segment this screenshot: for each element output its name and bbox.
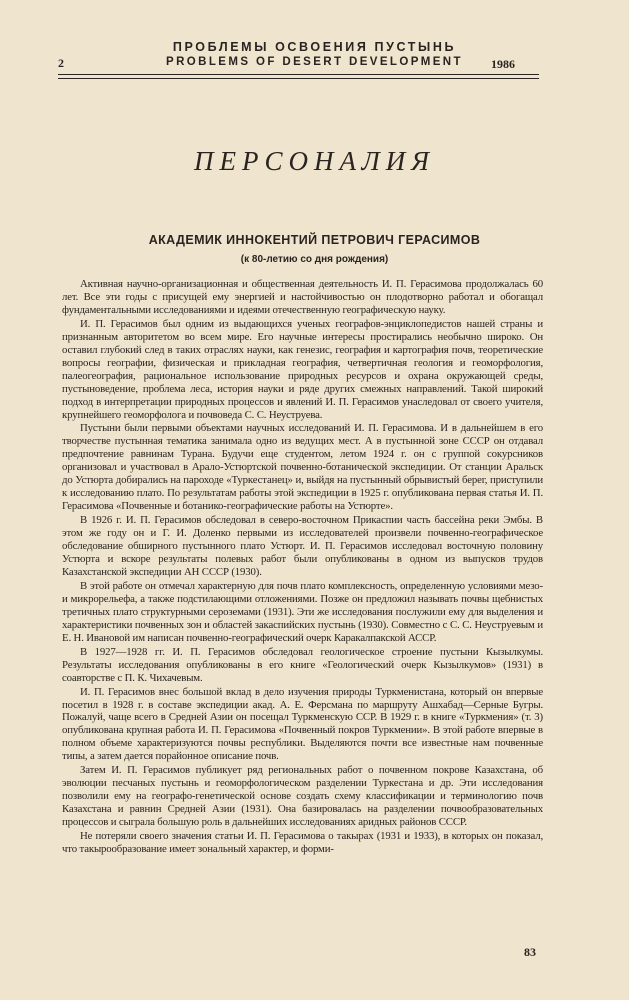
article-title: АКАДЕМИК ИННОКЕНТИЙ ПЕТРОВИЧ ГЕРАСИМОВ (148, 233, 481, 247)
header-rule-thin (58, 78, 539, 79)
issue-year: 1986 (491, 57, 515, 71)
journal-title-ru: ПРОБЛЕМЫ ОСВОЕНИЯ ПУСТЫНЬ (172, 40, 457, 54)
paragraph: В 1926 г. И. П. Герасимов обследовал в северо-восточном Прикаспии часть бассейна реки Эмбы. В этом же году он и Г. И. Доленко первыми из исследователей произвели почвенно-географическое обследование обширного пустынного плато Устюрт. И. П. Герасимов исследовал восточную половину Устюрта и вскоре результаты полевых работ были опубликованы в одном из выпусков трудов Казахстанской экспедиции АН СССР (1930). (62, 514, 543, 578)
paragraph: И. П. Герасимов был одним из выдающихся ученых географов-энциклопедистов нашей страны и признанным авторитетом во всем мире. Его научные интересы простирались необычно широко. Он оставил глубокий след в таких отраслях науки, как генезис, география и картография почв, теоретические вопросы географии, физическая и прикладная география, четвертичная геология и геоморфология, палеогеография, рациональное использование природных ресурсов и охрана окружающей среды, пустыноведение, проблема леса, история науки и ряде других смежных направлений. Такой широкий подход в интерпретации природных процессов и явлений И. П. Герасимов унаследовал от своего учителя, крупнейшего геоморфолога и почвоведа С. С. Неуструева. (62, 317, 543, 421)
page-number: 83 (524, 945, 536, 959)
article-body (62, 278, 543, 857)
issue-number: 2 (58, 56, 64, 70)
header-rule-thick (58, 74, 539, 75)
paragraph: Пустыни были первыми объектами научных исследований И. П. Герасимова. И в дальнейшем в его творчестве пустынная тематика занимала одно из ведущих мест. А в пустынной зоне СССР он отдавал предпочтение равнинам Турана. Будучи еще студентом, летом 1924 г. он с группой сокурсников организовал и участвовал в Арало-Устюртской почвенно-ботанической экспедиции. От станции Аральск до Устюрта добирались на пароходе «Туркестанец» и, выйдя на пустынный обрывистый берег, приступили к исследованию плато. По результатам работы этой экспедиции в 1925 г. опубликована первая статья И. П. Герасимова «Почвенные и ботанико-географические работы на Устюрте». (62, 422, 543, 513)
paragraph: Не потеряли своего значения статьи И. П. Герасимова о такырах (1931 и 1933), в которых он показал, что такырообразование имеет зональный характер, и форми- (62, 830, 543, 855)
article-subtitle: (к 80-летию со дня рождения) (240, 254, 389, 265)
paragraph: И. П. Герасимов внес большой вклад в дело изучения природы Туркменистана, который он впервые посетил в 1928 г. в составе экспедиции акад. А. Е. Ферсмана по маршруту Ашхабад—Серные Бугры. Пожалуй, чаще всего в Средней Азии он посещал Туркменскую ССР. В 1929 г. в книге «Туркмения» (т. 3) опубликована крупная работа И. П. Герасимова «Почвенный покров Туркмении». В этой работе впервые в полном объеме характеризуются почвы республики. Выделяются почти все известные нам почвенные типы, а затем дается порайонное описание почв. (62, 685, 543, 763)
paragraph: В этой работе он отмечал характерную для почв плато комплексность, определенную условиями мезо- и микрорельефа, а также подстилающими отложениями. Позже он предложил называть почвы щебнистых третичных плато структурными сероземами (1931). Эти же исследования послужили ему для выделения и характеристики почвенных зон и областей закаспийских пустынь (1930). Совместно с С. С. Неуструевым и Е. Н. Ивановой им написан почвенно-географический очерк Каракалпакской АССР. (62, 579, 543, 644)
paragraph: В 1927—1928 гг. И. П. Герасимов обследовал геологическое строение пустыни Кызылкумы. Результаты исследования опубликованы в его книге «Геологический очерк Кызылкумов» (1931) в соавторстве с П. К. Чихачевым. (62, 645, 543, 684)
paragraph: Затем И. П. Герасимов публикует ряд региональных работ о почвенном покрове Казахстана, об эволюции песчаных пустынь и геоморфологическом разделении Туркестана и др. Эти исследования позволили ему на географо-генетической основе создать схему классификации и терминологию почв Казахстана и равнин Средней Азии (1931). Она базировалась на разделении почвообразовательных процессов и сыграла большую роль в дальнейших исследованиях аридных районов СССР. (62, 764, 543, 829)
section-title: ПЕРСОНАЛИЯ (194, 146, 435, 176)
paragraph: Активная научно-организационная и общественная деятельность И. П. Герасимова продолжалась 60 лет. Все эти годы с присущей ему энергией и настойчивостью он плодотворно работал и обогащал фундаментальными исследованиями и идеями отечественную географическую науку. (62, 278, 543, 316)
journal-title-en: PROBLEMS OF DESERT DEVELOPMENT (166, 56, 463, 68)
